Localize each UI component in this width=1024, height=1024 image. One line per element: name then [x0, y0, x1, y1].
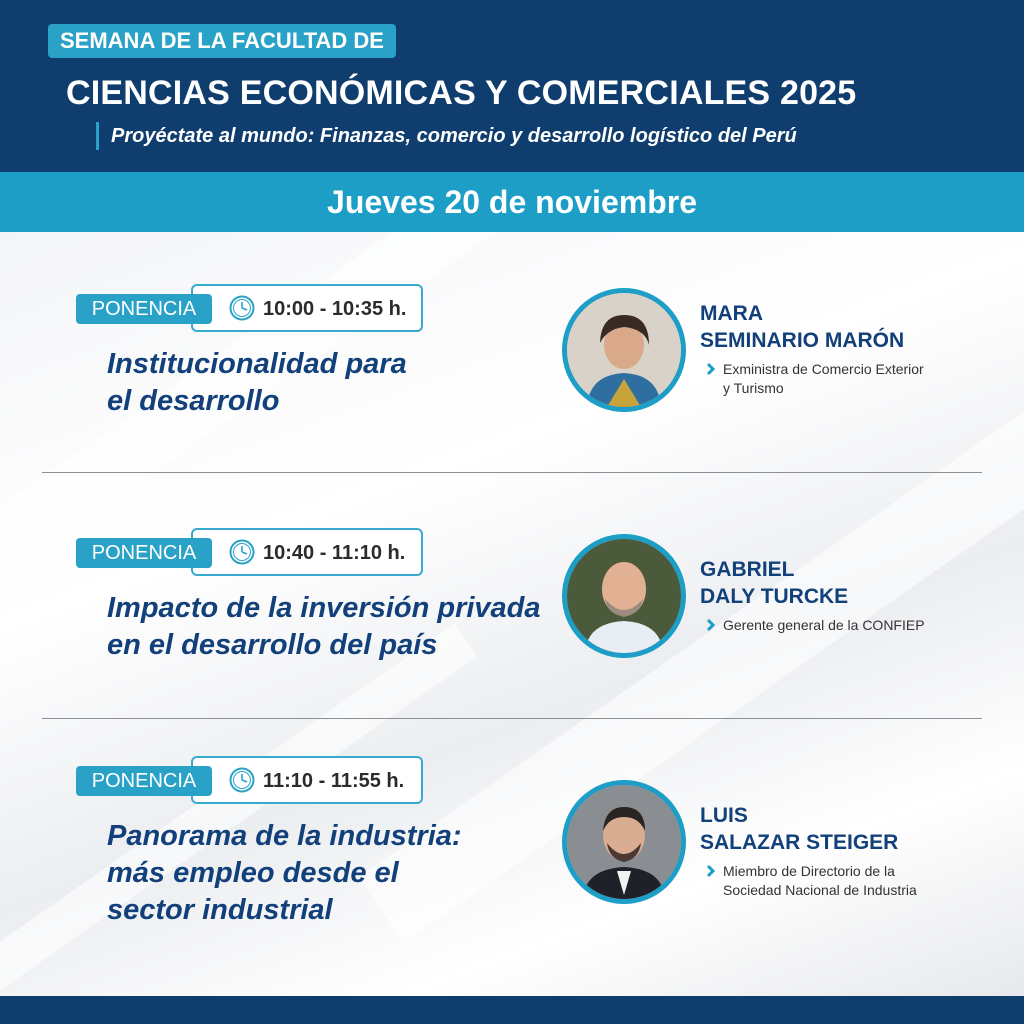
speaker-role-line: Exministra de Comercio Exterior: [723, 361, 924, 377]
session-badge: [76, 756, 436, 806]
time-box: [191, 756, 423, 804]
session-title-line: más empleo desde el: [107, 857, 399, 889]
speaker-photo: [562, 288, 686, 412]
session-title-line: sector industrial: [107, 894, 333, 926]
session-title: [107, 818, 462, 929]
session-badge: [76, 284, 436, 334]
session-type-label: PONENCIA: [76, 538, 212, 568]
session-title: [107, 590, 541, 664]
clock-icon: [229, 539, 255, 565]
event-pretitle: SEMANA DE LA FACULTAD DE: [48, 24, 396, 58]
speaker-role-line: Sociedad Nacional de Industria: [723, 882, 917, 898]
session-time: 10:00 - 10:35 h.: [263, 298, 407, 320]
clock-icon: [229, 295, 255, 321]
session-title-line: el desarrollo: [107, 385, 280, 417]
speaker-portrait: [567, 539, 681, 653]
event-title: CIENCIAS ECONÓMICAS Y COMERCIALES 2025: [66, 74, 857, 112]
speaker-name: [700, 802, 898, 856]
speaker-name-line: SEMINARIO MARÓN: [700, 329, 905, 352]
speaker-photo: [562, 534, 686, 658]
session-time: 10:40 - 11:10 h.: [263, 542, 406, 564]
speaker-role-line: y Turismo: [723, 380, 784, 396]
session-time: 11:10 - 11:55 h.: [263, 770, 405, 792]
session-type-label: PONENCIA: [76, 294, 212, 324]
speaker-name-line: LUIS: [700, 804, 748, 827]
speaker-name-line: SALAZAR STEIGER: [700, 831, 899, 854]
speaker-name-line: GABRIEL: [700, 558, 795, 581]
session-title-line: Impacto de la inversión privada: [107, 592, 541, 624]
speaker-portrait: [567, 293, 681, 407]
chevron-right-icon: [706, 362, 716, 376]
speaker-role-line: Gerente general de la CONFIEP: [723, 617, 925, 633]
speaker-name: [700, 556, 848, 610]
clock-icon: [229, 767, 255, 793]
divider: [42, 472, 982, 473]
session-title: [107, 346, 407, 420]
footer-bar: [0, 996, 1024, 1024]
time-box: [191, 528, 423, 576]
speaker-portrait: [567, 785, 681, 899]
session-type-label: PONENCIA: [76, 766, 212, 796]
speaker-name: [700, 300, 904, 354]
session-badge: [76, 528, 436, 578]
speaker-role: [723, 616, 925, 635]
session-title-line: en el desarrollo del país: [107, 629, 438, 661]
event-date: Jueves 20 de noviembre: [327, 184, 697, 220]
speaker-role: [723, 360, 924, 398]
speaker-name-line: DALY TURCKE: [700, 585, 849, 608]
session-title-line: Institucionalidad para: [107, 348, 407, 380]
speaker-photo: [562, 780, 686, 904]
speaker-name-line: MARA: [700, 302, 763, 325]
speaker-role-line: Miembro de Directorio de la: [723, 863, 895, 879]
chevron-right-icon: [706, 618, 716, 632]
chevron-right-icon: [706, 864, 716, 878]
speaker-role: [723, 862, 917, 900]
header: [0, 0, 1024, 172]
session-title-line: Panorama de la industria:: [107, 820, 462, 852]
date-bar: [0, 172, 1024, 232]
event-subtitle: Proyéctate al mundo: Finanzas, comercio y desarrollo logístico del Perú: [96, 122, 797, 150]
divider: [42, 718, 982, 719]
time-box: [191, 284, 423, 332]
